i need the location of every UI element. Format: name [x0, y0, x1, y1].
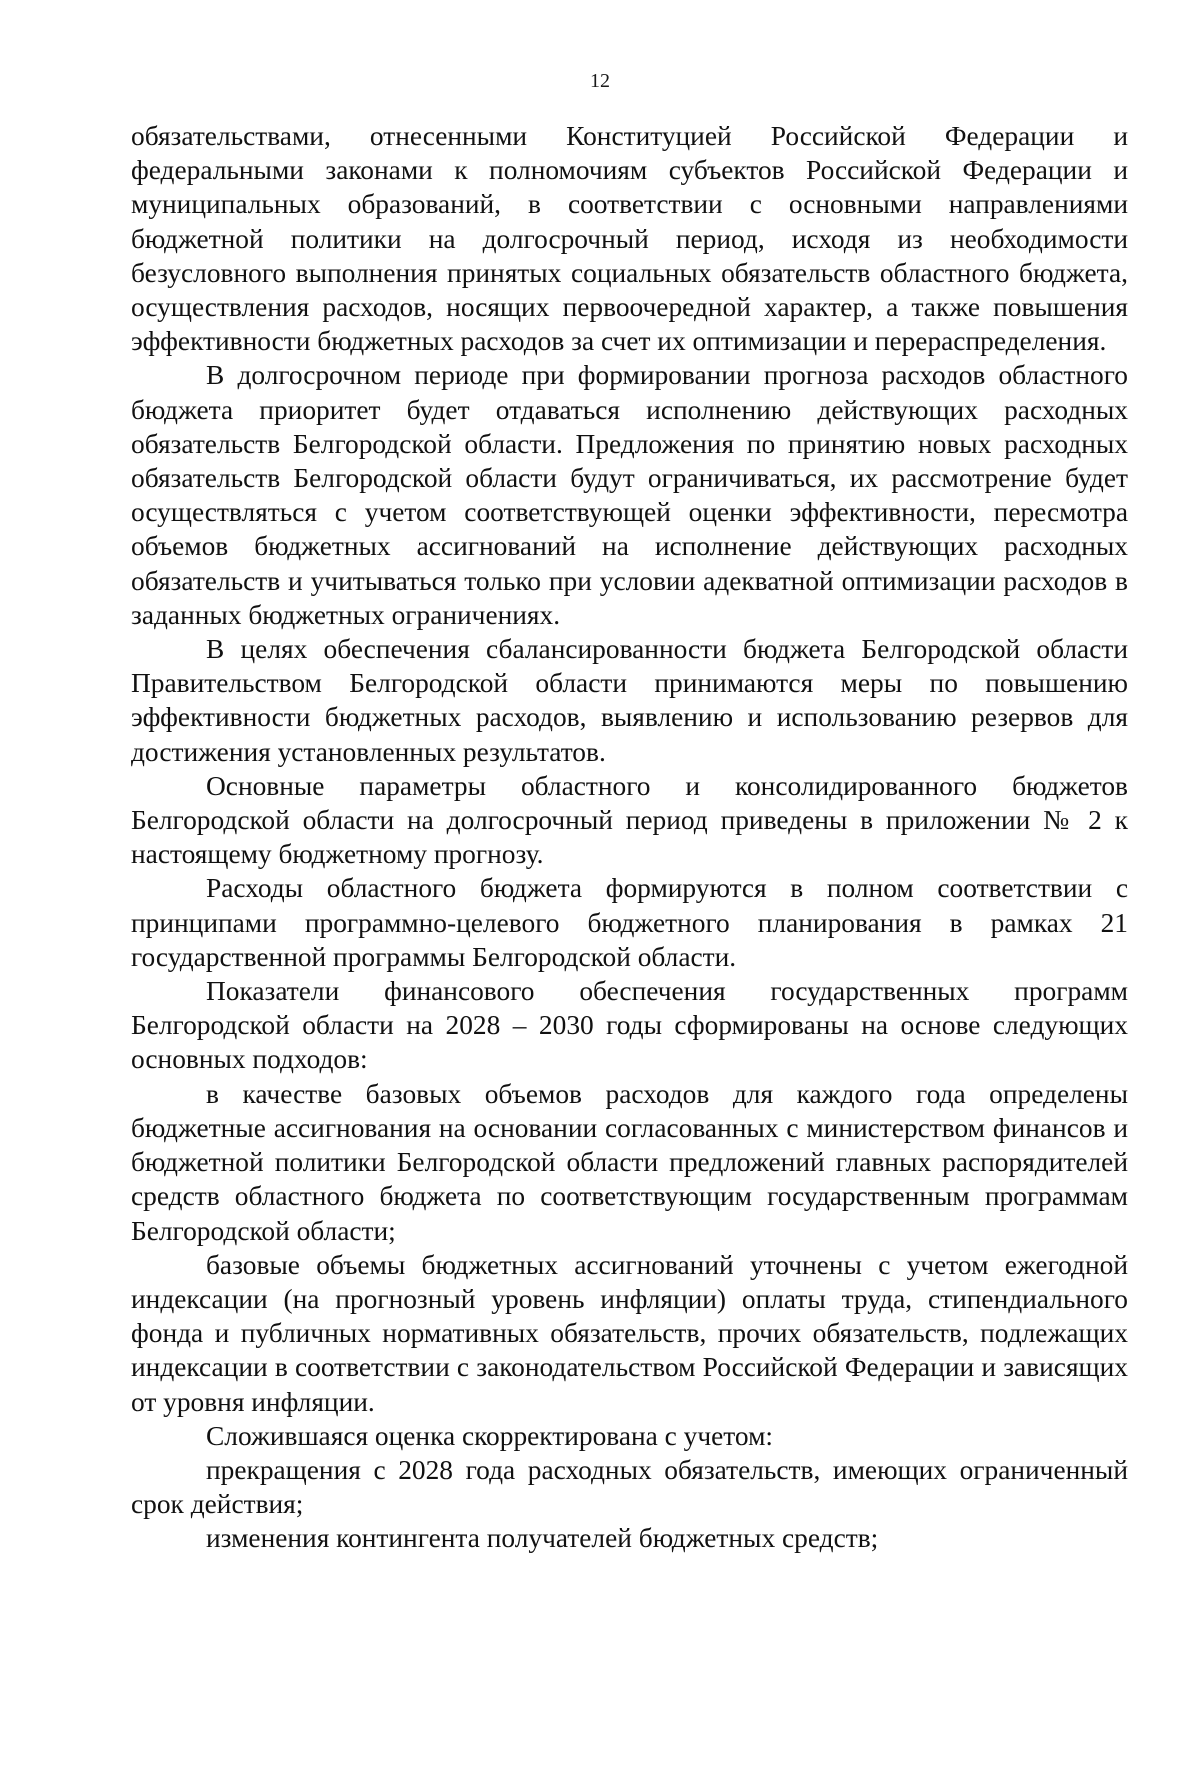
- paragraph-estimate-adjusted: Сложившаяся оценка скорректирована с учетом:: [206, 1420, 774, 1451]
- paragraph-continuation: обязательствами, отнесенными Конституцией Российской Федерации и федеральными законами к полномочиям субъектов Российской Федерации и муниципальных образований, в соответствии с основными направлениями бюджетной политики на долгосрочный период, исходя из необходимости безусловного выполнения принятых социальных обязательств областного бюджета, осуществления расходов, носящих первоочередной характер, а также повышения эффективности бюджетных расходов за счет их оптимизации и перераспределения.: [131, 121, 1128, 357]
- paragraph-contingent-change: изменения контингента получателей бюджетных средств;: [206, 1523, 879, 1554]
- paragraph-termination: прекращения с 2028 года расходных обязательств, имеющих ограниченный срок действия;: [131, 1454, 1128, 1520]
- paragraph-budget-balance: В целях обеспечения сбалансированности бюджета Белгородской области Правительством Белгородской области принимаются меры по повышению эффективности бюджетных расходов, выявлению и использованию резервов для достижения установленных результатов.: [131, 634, 1128, 767]
- paragraph-main-parameters: Основные параметры областного и консолидированного бюджетов Белгородской области на долгосрочный период приведены в приложении № 2 к настоящему бюджетному прогнозу.: [131, 770, 1128, 870]
- paragraph-base-volumes: в качестве базовых объемов расходов для каждого года определены бюджетные ассигнования на основании согласованных с министерством финансов и бюджетной политики Белгородской области предложений главных распорядителей средств областного бюджета по соответствующим государственным программам Белгородской области;: [131, 1078, 1128, 1246]
- document-body: [131, 119, 1128, 1556]
- paragraph-indexation: базовые объемы бюджетных ассигнований уточнены с учетом ежегодной индексации (на прогнозный уровень инфляции) оплаты труда, стипендиального фонда и публичных нормативных обязательств, прочих обязательств, подлежащих индексации в соответствии с законодательством Российской Федерации и зависящих от уровня инфляции.: [131, 1249, 1128, 1417]
- paragraph-long-term-expenses: В долгосрочном периоде при формировании прогноза расходов областного бюджета приоритет будет отдаваться исполнению действующих расходных обязательств Белгородской области. Предложения по принятию новых расходных обязательств Белгородской области будут ограничиваться, их рассмотрение будет осуществляться с учетом соответствующей оценки эффективности, пересмотра объемов бюджетных ассигнований на исполнение действующих расходных обязательств и учитываться только при условии адекватной оптимизации расходов в заданных бюджетных ограничениях.: [131, 360, 1128, 630]
- paragraph-indicators: Показатели финансового обеспечения государственных программ Белгородской области на 2028 – 2030 годы сформированы на основе следующих основных подходов:: [131, 976, 1128, 1075]
- page-number: 12: [590, 70, 610, 92]
- paragraph-program-targeted: Расходы областного бюджета формируются в полном соответствии с принципами программно-целевого бюджетного планирования в рамках 21 государственной программы Белгородской области.: [131, 873, 1128, 972]
